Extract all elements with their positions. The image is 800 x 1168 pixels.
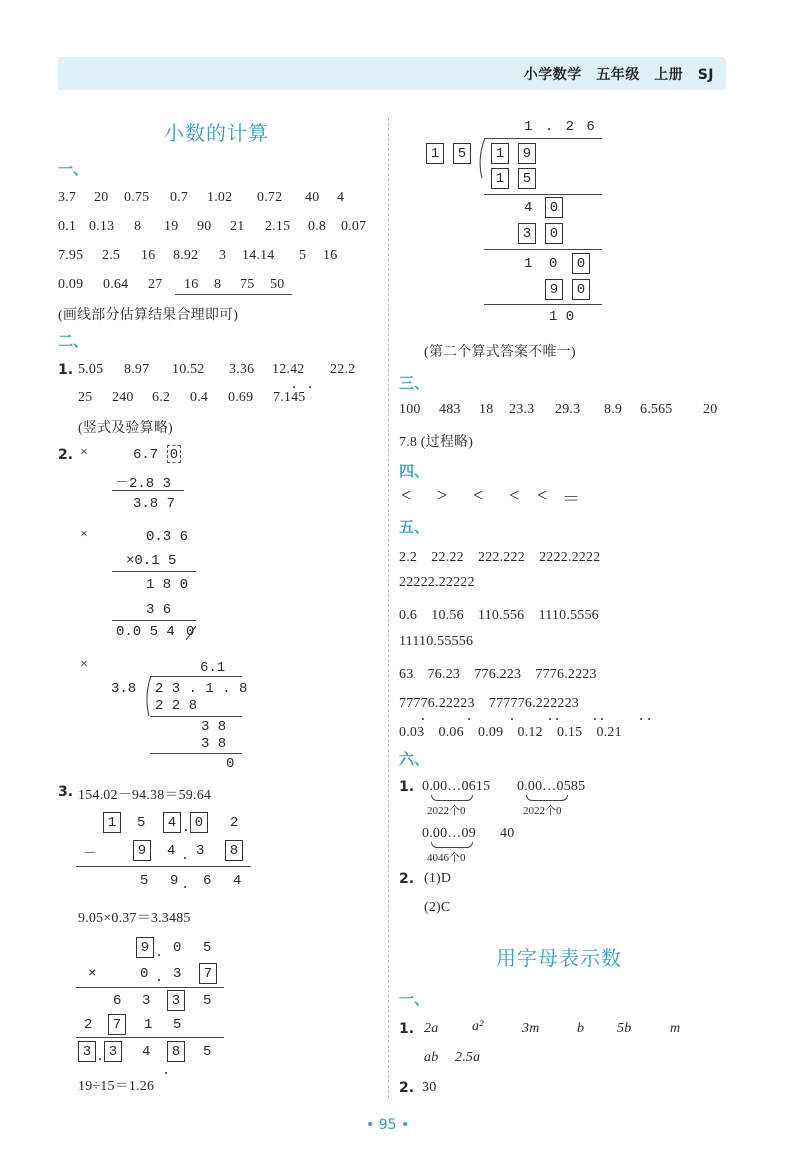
part5-line: 0.03 0.06 0.09 0.12 0.15 0.21 <box>399 725 622 740</box>
q1-number: 1. <box>58 362 74 378</box>
part6-answer-b: 0.00…0585 <box>517 779 586 794</box>
calc-b-top: 0.3 6 <box>146 529 189 545</box>
part5-line: 2.2 22.22 222.222 2222.2222 <box>399 550 601 565</box>
calc-a-top: 6.7 <box>133 447 159 463</box>
calc-b-mult: ×0.1 5 <box>126 553 177 569</box>
calc-c-dividend: 2 3 . 1 . 8 <box>155 681 248 697</box>
sec2-part1-label: 一、 <box>399 990 430 1008</box>
strike-icon <box>184 624 198 642</box>
part5-line: 77776.22223 777776.222223 <box>399 696 579 711</box>
q3-equation-2: 9.05×0.37＝3.3485 <box>78 911 191 926</box>
part6-q2a: (1)D <box>424 871 452 886</box>
repeating-dot <box>309 386 311 388</box>
part6-answer-c-sub: 4046个0 <box>427 852 466 864</box>
header-banner <box>58 57 726 90</box>
division-bracket <box>142 676 154 716</box>
wrong-mark: × <box>80 527 89 542</box>
calc-b-rule-1 <box>112 571 196 572</box>
part6-answer-d: 40 <box>500 826 515 841</box>
sec2-q1-number: 1. <box>399 1021 415 1037</box>
part3-line-2: 7.8 (过程略) <box>399 435 474 450</box>
calc-c-divisor: 3.8 <box>111 681 137 697</box>
calc-b-result: 0.0 5 4 <box>116 624 175 640</box>
part5-line: 22222.22222 <box>399 575 475 590</box>
calc-c-sub-1: 2 2 8 <box>155 698 198 714</box>
q1-note: (竖式及验算略) <box>78 421 173 436</box>
part1-label: 一、 <box>58 160 89 178</box>
q3-equation-3: 19÷15＝1.26 <box>78 1079 155 1094</box>
calc-b-rule-2 <box>112 620 196 621</box>
calc-c-sub-2: 3 8 <box>201 736 227 752</box>
part6-answer-b-sub: 2022个0 <box>523 805 562 817</box>
calc-c-quotient: 6.1 <box>200 660 226 676</box>
calc-c-rule-1 <box>150 716 242 717</box>
part4-label: 四、 <box>399 462 430 480</box>
underbrace <box>526 795 568 801</box>
page-number: • 95 • <box>366 1117 410 1133</box>
part6-answer-a-sub: 2022个0 <box>427 805 466 817</box>
part1-note: (画线部分估算结果合理即可) <box>58 308 239 323</box>
underbrace <box>431 842 473 848</box>
part6-label: 六、 <box>399 750 430 768</box>
repeating-dot <box>293 386 295 388</box>
calc-b-slashed-zero: 0 <box>186 624 195 640</box>
calc-c-rem-1: 3 8 <box>201 719 227 735</box>
calc-b-partial-1: 1 8 0 <box>146 577 189 593</box>
calc-c-top-rule <box>150 676 242 677</box>
wrong-mark: × <box>80 657 89 672</box>
header-text: 小学数学 五年级 上册 SJ <box>523 67 714 83</box>
part5-line: 0.6 10.56 110.556 1110.5556 <box>399 608 599 623</box>
q3-number: 3. <box>58 784 74 800</box>
part2-label: 二、 <box>58 332 89 350</box>
part6-q1-number: 1. <box>399 779 415 795</box>
sec2-q2-number: 2. <box>399 1080 415 1096</box>
repeating-dot <box>165 1072 167 1074</box>
part6-q2-number: 2. <box>399 871 415 887</box>
column-divider <box>388 118 389 1098</box>
part5-line: 11110.55556 <box>399 634 474 649</box>
division-note: (第二个算式答案不唯一) <box>424 345 576 360</box>
calc-a-rule <box>112 490 184 491</box>
q2-number: 2. <box>58 447 74 463</box>
calc-c-rule-2 <box>150 753 242 754</box>
part6-answer-c: 0.00…09 <box>422 826 476 841</box>
part5-line: 63 76.23 776.223 7776.2223 <box>399 667 597 682</box>
calc-a-added-zero: 0 <box>167 445 181 463</box>
estimate-underline <box>175 294 292 295</box>
part6-q2b: (2)C <box>424 900 451 915</box>
calc-a-result: 3.8 7 <box>133 496 176 512</box>
part6-answer-a: 0.00…0615 <box>422 779 491 794</box>
q3-equation-1: 154.02－94.38＝59.64 <box>78 788 212 803</box>
calc-a-minus: －2.8 3 <box>115 476 172 492</box>
underbrace <box>431 795 473 801</box>
section-title-decimals: 小数的计算 <box>164 121 269 145</box>
section-title-letters: 用字母表示数 <box>496 946 622 970</box>
calc-c-rem-2: 0 <box>226 756 235 772</box>
part5-label: 五、 <box>399 518 430 536</box>
wrong-mark: × <box>80 445 89 460</box>
calc-b-partial-2: 3 6 <box>146 602 172 618</box>
sec2-q2-answer: 30 <box>422 1080 437 1095</box>
part3-label: 三、 <box>399 374 430 392</box>
